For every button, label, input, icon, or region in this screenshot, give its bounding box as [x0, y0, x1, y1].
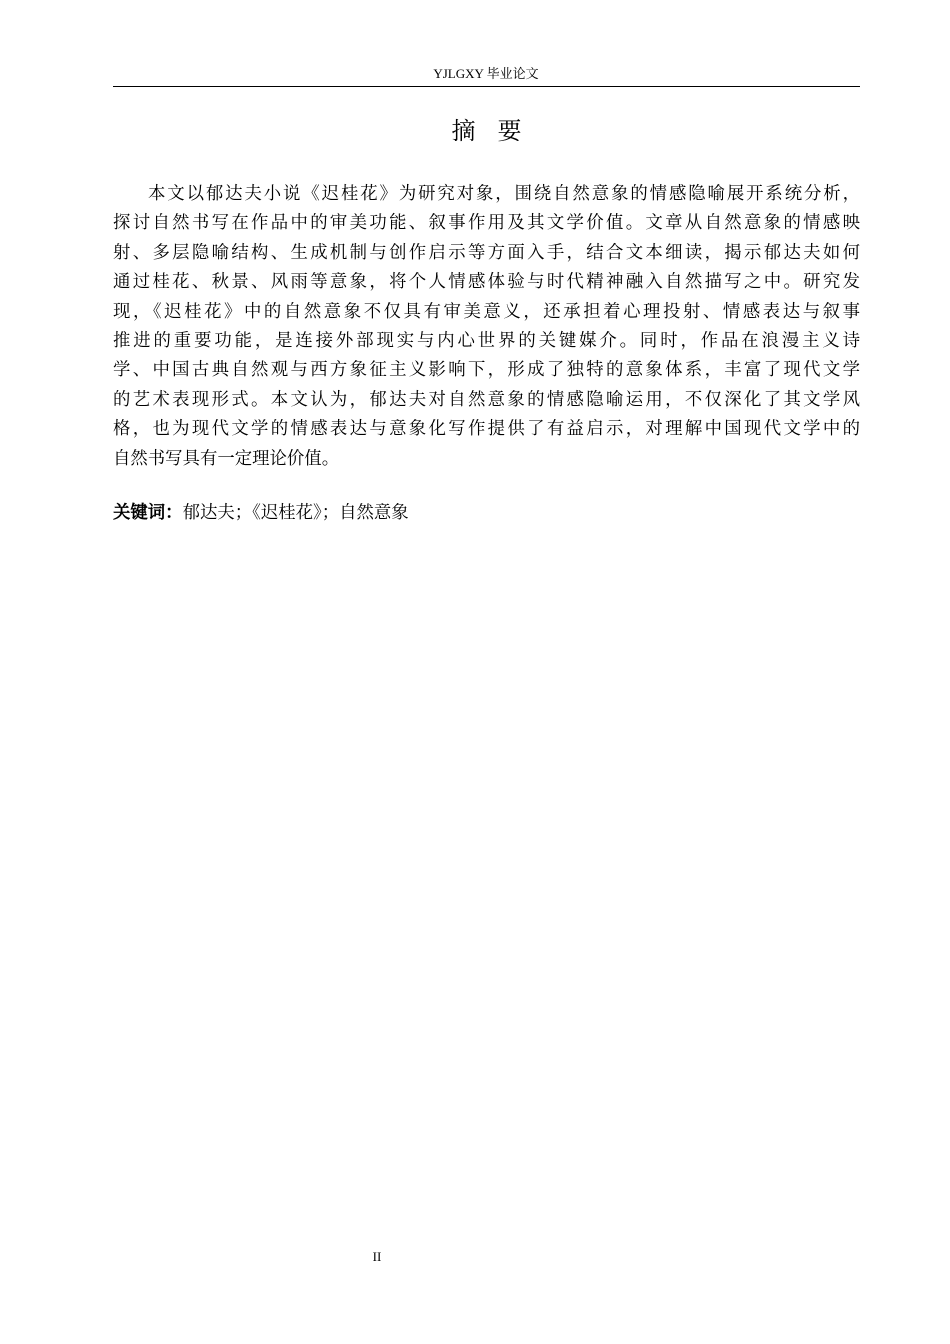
abstract-line: 推进的重要功能，是连接外部现实与内心世界的关键媒介。同时，作品在浪漫主义诗: [113, 330, 860, 351]
abstract-line: 自然书写具有一定理论价值。: [113, 448, 340, 469]
abstract-title-char: 摘: [451, 117, 476, 145]
abstract-line: 探讨自然书写在作品中的审美功能、叙事作用及其文学价值。文章从自然意象的情感映: [113, 213, 860, 234]
running-header: YJLGXY 毕业论文: [433, 66, 539, 81]
keywords-value: 郁达夫；《迟桂花》；自然意象: [182, 503, 409, 523]
abstract-line: 的艺术表现形式。本文认为，郁达夫对自然意象的情感隐喻运用，不仅深化了其文学风: [113, 389, 860, 410]
keywords: [113, 499, 860, 528]
abstract-line: 学、中国古典自然观与西方象征主义影响下，形成了独特的意象体系，丰富了现代文学: [113, 360, 860, 381]
abstract-title-char: 要: [497, 117, 522, 145]
abstract-line: 本文以郁达夫小说《迟桂花》为研究对象，围绕自然意象的情感隐喻展开系统分析，: [148, 184, 860, 204]
abstract-line: 通过桂花、秋景、风雨等意象，将个人情感体验与时代精神融入自然描写之中。研究发: [113, 272, 860, 293]
page-number: II: [372, 1249, 382, 1264]
header-divider: [113, 86, 860, 87]
abstract-body: [113, 180, 860, 474]
abstract-line: 格，也为现代文学的情感表达与意象化写作提供了有益启示，对理解中国现代文学中的: [113, 419, 860, 440]
abstract-title: [113, 115, 860, 147]
abstract-line: 现，《迟桂花》中的自然意象不仅具有审美意义，还承担着心理投射、情感表达与叙事: [113, 301, 860, 322]
abstract-line: 射、多层隐喻结构、生成机制与创作启示等方面入手，结合文本细读，揭示郁达夫如何: [113, 242, 860, 263]
keywords-label: 关键词：: [113, 503, 183, 523]
